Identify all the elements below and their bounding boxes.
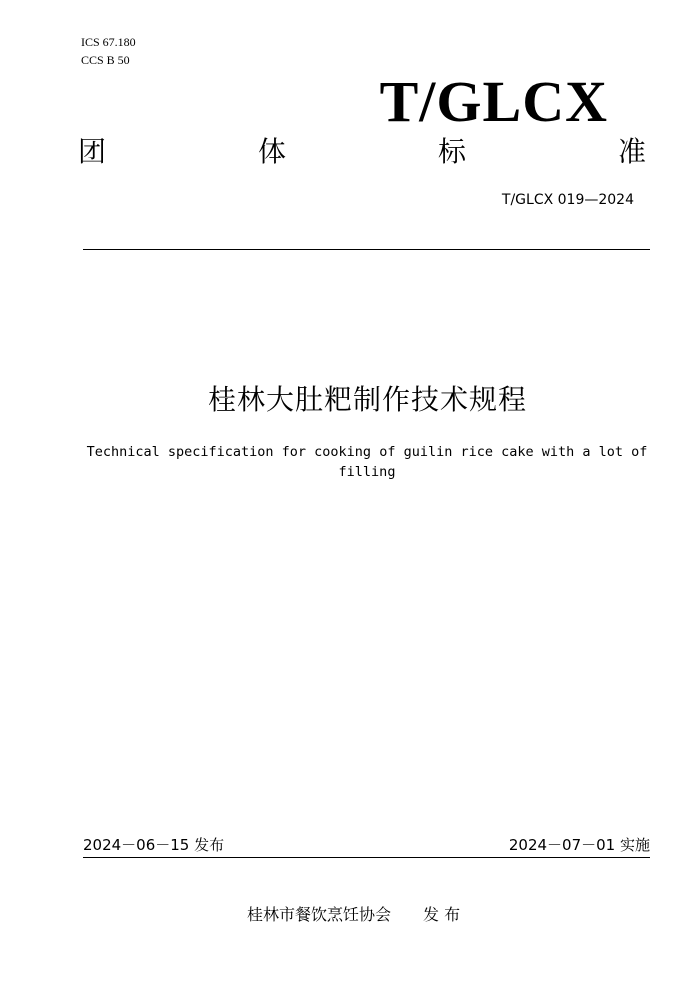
implementation-date: 2024－07－01 实施 bbox=[508, 836, 650, 854]
standard-type-char: 体 bbox=[257, 135, 286, 168]
standard-type-char: 标 bbox=[437, 135, 466, 168]
standard-number: T/GLCX 019—2024 bbox=[501, 192, 634, 208]
publisher-name: 桂林市餐饮烹饪协会 bbox=[247, 905, 392, 924]
ccs-code: CCS B 50 bbox=[81, 53, 130, 67]
ics-code: ICS 67.180 bbox=[81, 35, 136, 49]
publish-date: 2024－06－15 发布 bbox=[83, 836, 225, 854]
standard-logo: T/GLCX bbox=[379, 69, 608, 134]
top-divider bbox=[83, 249, 650, 250]
bottom-divider bbox=[83, 857, 650, 858]
standard-type bbox=[78, 134, 646, 170]
document-title-english: Technical specification for cooking of guilin rice cake with a lot of filling bbox=[86, 444, 648, 480]
standard-type-char: 准 bbox=[617, 135, 646, 168]
standard-type-char: 团 bbox=[78, 135, 107, 168]
publisher-line bbox=[247, 904, 460, 926]
document-title-chinese: 桂林大肚粑制作技术规程 bbox=[207, 383, 527, 416]
issue-label: 发 布 bbox=[423, 905, 461, 924]
